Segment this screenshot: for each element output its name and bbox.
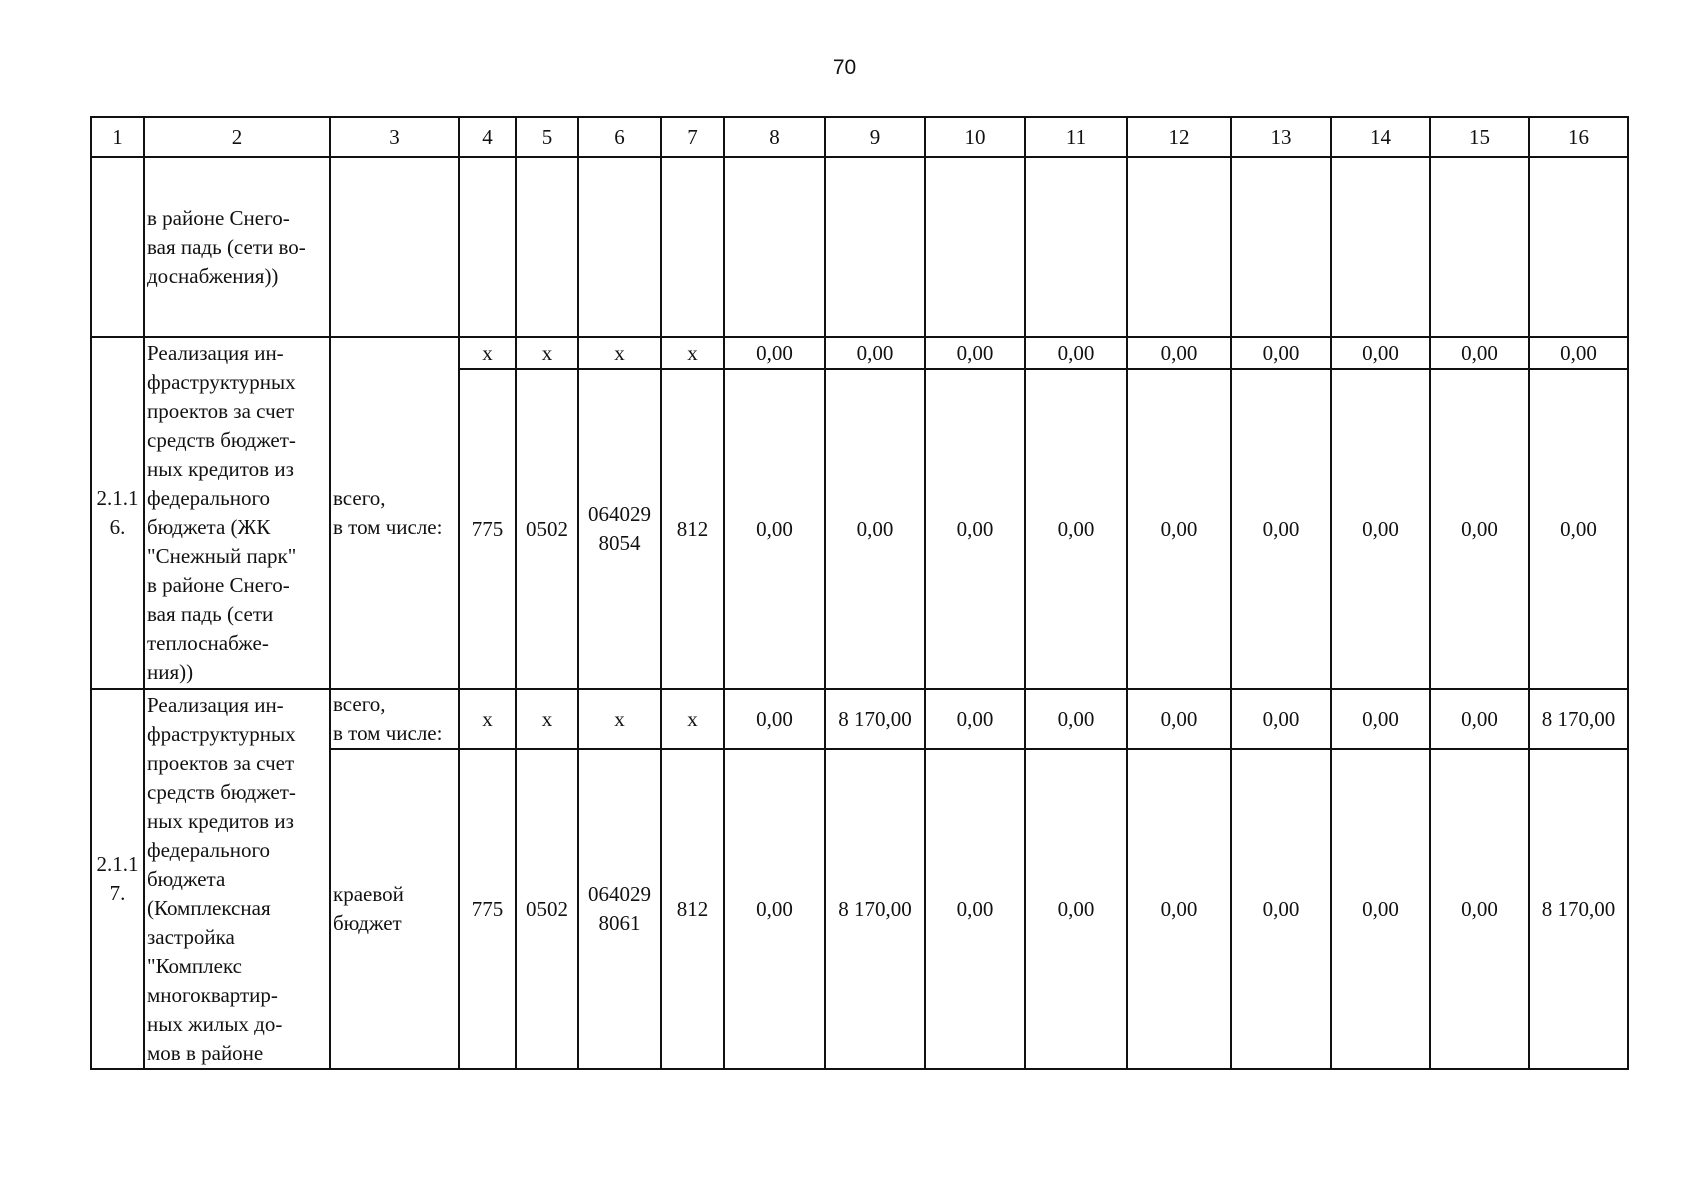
table-cell: 0,00 [825,369,925,689]
funding-source: краевой бюджет [330,749,459,1069]
column-number: 11 [1025,117,1127,157]
table-cell: 775 [459,749,516,1069]
column-number: 12 [1127,117,1231,157]
table-cell: 8 170,00 [1529,749,1628,1069]
table-cell: 0,00 [1430,749,1529,1069]
table-cell: 0502 [516,369,578,689]
table-cell: 0,00 [925,369,1025,689]
table-cell: 0,00 [1231,749,1331,1069]
table-cell: x [661,689,724,749]
budget-table [90,116,1629,1070]
table-cell: 0,00 [825,337,925,369]
table-cell: 0,00 [1231,689,1331,749]
column-number: 14 [1331,117,1430,157]
table-cell: 0,00 [925,689,1025,749]
column-number: 9 [825,117,925,157]
continuation-row [91,157,1628,337]
funding-source: всего, в том числе: [330,689,459,749]
table-cell: 0,00 [1127,337,1231,369]
column-number: 3 [330,117,459,157]
table-cell: 812 [661,749,724,1069]
item-number: 2.1.1 6. [91,337,144,689]
column-number: 7 [661,117,724,157]
table-cell: x [459,689,516,749]
table-cell: 8 170,00 [825,689,925,749]
column-number: 13 [1231,117,1331,157]
table-cell: 0,00 [724,689,825,749]
table-cell: 0,00 [925,337,1025,369]
table-cell: 0,00 [724,369,825,689]
table-cell: x [516,689,578,749]
column-number: 6 [578,117,661,157]
table-cell: 0,00 [724,749,825,1069]
table-cell: 8 170,00 [1529,689,1628,749]
table-cell: 8 170,00 [825,749,925,1069]
column-number: 5 [516,117,578,157]
table-cell: x [578,337,661,369]
table-cell: 0,00 [1231,369,1331,689]
column-number-row [91,117,1628,157]
table-cell: 0,00 [724,337,825,369]
column-number: 2 [144,117,330,157]
table-cell: 0,00 [1127,749,1231,1069]
column-number: 15 [1430,117,1529,157]
table-cell: 0,00 [1331,337,1430,369]
table-cell: 775 [459,369,516,689]
column-number: 4 [459,117,516,157]
funding-source: всего, в том числе: [330,337,459,689]
page-number: 70 [832,56,857,79]
table-cell: 0502 [516,749,578,1069]
table-cell: x [578,689,661,749]
table-cell: x [661,337,724,369]
column-number: 10 [925,117,1025,157]
table-cell: 0,00 [1331,749,1430,1069]
table-cell: x [459,337,516,369]
table-cell: 0,00 [1025,369,1127,689]
column-number: 8 [724,117,825,157]
table-cell: 0,00 [1529,337,1628,369]
table-cell: 0,00 [1430,337,1529,369]
column-number: 16 [1529,117,1628,157]
table-cell: x [516,337,578,369]
table-cell: 0,00 [1127,689,1231,749]
item-name: Реализация ин- фраструктурных проектов за счет средств бюджет- ных кредитов из федерального бюджета (Комплексная застройка "Комплекс многоквартир- ных жилых до- мов в районе [144,689,330,1069]
table-cell: 0,00 [1430,369,1529,689]
table-cell: 0,00 [1025,689,1127,749]
table-cell: 0,00 [1331,369,1430,689]
table-cell: 0,00 [925,749,1025,1069]
table-cell: 0,00 [1231,337,1331,369]
table-row [91,689,1628,749]
table-cell: 0,00 [1331,689,1430,749]
item-name: Реализация ин- фраструктурных проектов за счет средств бюджет- ных кредитов из федерального бюджета (ЖК "Снежный парк" в районе Снего- вая падь (сети теплоснабже- ния)) [144,337,330,689]
table-cell: 0,00 [1430,689,1529,749]
column-number: 1 [91,117,144,157]
table-cell: 0,00 [1127,369,1231,689]
table-cell: 064029 8061 [578,749,661,1069]
continuation-name: в районе Снего- вая падь (сети во- доснабжения)) [144,157,330,337]
table-row [91,337,1628,369]
table-cell: 812 [661,369,724,689]
table-cell: 064029 8054 [578,369,661,689]
item-number: 2.1.1 7. [91,689,144,1069]
table-cell: 0,00 [1025,337,1127,369]
table-cell: 0,00 [1529,369,1628,689]
table-cell: 0,00 [1025,749,1127,1069]
